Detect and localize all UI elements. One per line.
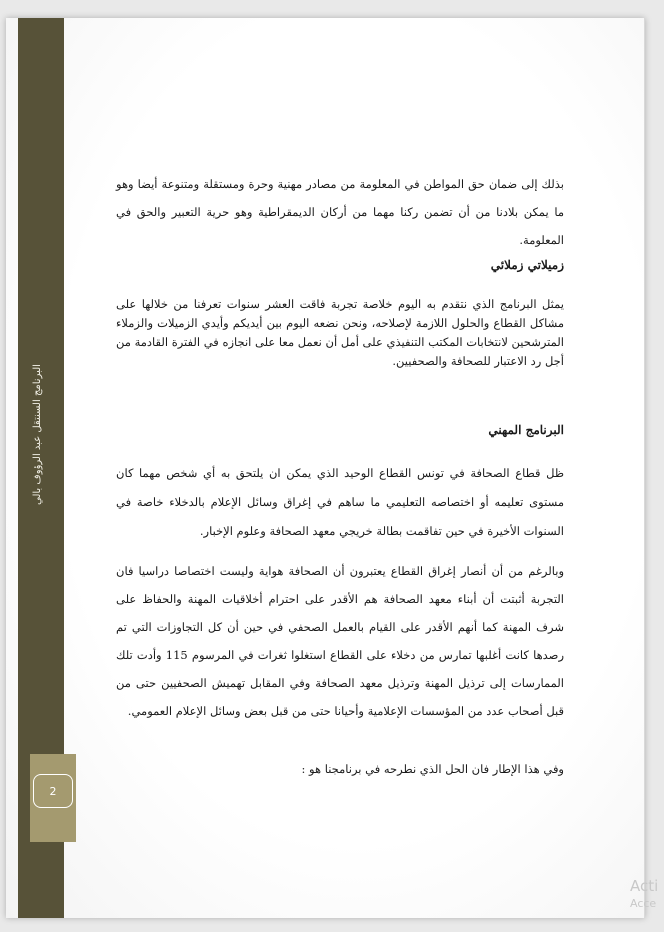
activation-watermark [630, 877, 658, 910]
paragraph-solution: وفي هذا الإطار فان الحل الذي نطرحه في برنامجنا هو : [301, 762, 564, 776]
sidebar-band [18, 18, 64, 918]
paragraph-experience: وبالرغم من أن أنصار إغراق القطاع يعتبرون أن الصحافة هواية وليست اختصاصا دراسيا فان التجربة أثبتت أن أبناء معهد الصحافة هم الأقدر على احترام أخلاقيات المهنة والحفاظ على شرف المهنة كما أنهم الأقدر على القيام بالعمل الصحفي في حين أن كل التجاوزات التي تم رصدها كانت أغلبها تمارس من دخلاء على القطاع استغلوا ثغرات في المرسوم 115 وأدت تلك الممارسات إلى ترذيل المهنة وترذيل معهد الصحافة وفي المقابل تهميش الصحفيين حتى من قبل أصحاب عدد من المؤسسات الإعلامية وأحيانا حتى من قبل بعض وسائل الإعلام العمومي. [116, 564, 564, 718]
page-number-box [30, 754, 76, 842]
document-page [6, 18, 645, 918]
heading-colleagues: زميلاتي زملائي [490, 258, 564, 272]
watermark-line2: Acce [630, 897, 657, 910]
paragraph-sector: ظل قطاع الصحافة في تونس القطاع الوحيد الذي يمكن ان يلتحق به أي شخص مهما كان مستوى تعليمه أو اختصاصه التعليمي ما ساهم في إغراق وسائل الإعلام بالدخلاء خاصة في السنوات الأخيرة في حين تفاقمت بطالة خريجي معهد الصحافة وعلوم الإخبار. [116, 466, 564, 538]
sidebar-vertical-title: البرنامج السنتقل عبد الرؤوف بالي [32, 364, 43, 506]
page-number: 2 [33, 774, 73, 808]
paragraph-intro: بذلك إلى ضمان حق المواطن في المعلومة من مصادر مهنية وحرة ومستقلة ومتنوعة أيضا وهو ما يمكن بلادنا من أن تضمن ركنا مهما من أركان الديمقراطية وهو حرية التعبير والحق في المعلومة. [116, 177, 564, 247]
paragraph-program-summary: يمثل البرنامج الذي نتقدم به اليوم خلاصة تجربة فاقت العشر سنوات تعرفنا من خلالها على مشاكل القطاع والحلول اللازمة لإصلاحه، ونحن نضعه اليوم بين أيديكم وأيدي الزميلات والزملاء المترشحين لانتخابات المكتب التنفيذي على أمل أن نعمل معا على انجازه في الفترة القادمة من أجل رد الاعتبار للصحافة والصحفيين. [116, 297, 564, 368]
watermark-line1: Acti [630, 877, 659, 895]
heading-professional-program: البرنامج المهني [488, 423, 564, 437]
